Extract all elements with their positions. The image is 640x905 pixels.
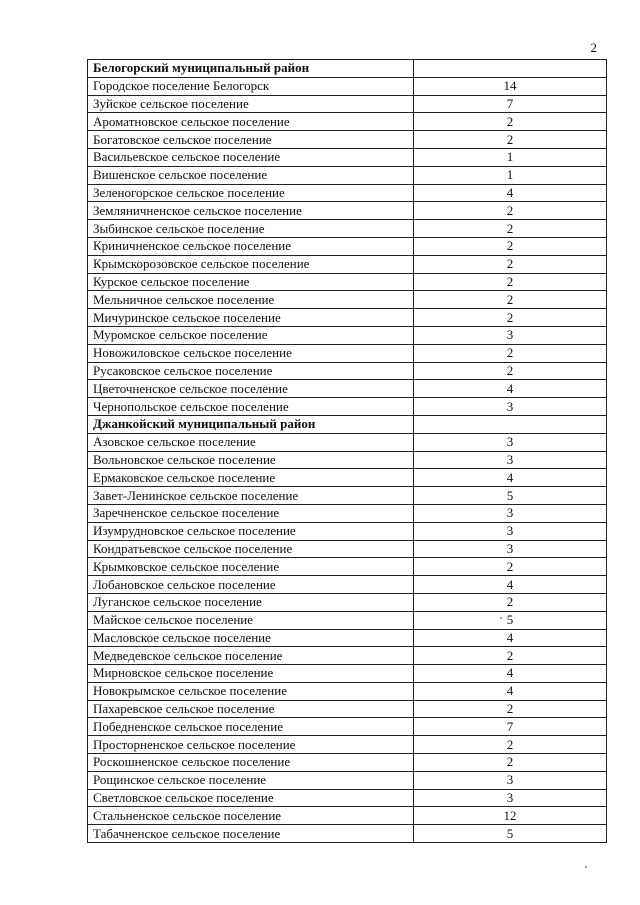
settlement-name: Масловское сельское поселение: [88, 629, 414, 647]
settlement-name: Луганское сельское поселение: [88, 593, 414, 611]
table-row: [88, 380, 607, 398]
table-row: [88, 77, 607, 95]
section-title: Джанкойский муниципальный район: [88, 415, 414, 433]
settlement-name: Городское поселение Белогорск: [88, 77, 414, 95]
section-count-cell: [414, 60, 607, 78]
table-row: [88, 754, 607, 772]
settlement-name: Заречненское сельское поселение: [88, 504, 414, 522]
settlement-name: Зыбинское сельское поселение: [88, 220, 414, 238]
settlement-count: 2: [414, 309, 607, 327]
settlement-name: Муромское сельское поселение: [88, 326, 414, 344]
settlement-count: 2: [414, 344, 607, 362]
settlement-count: 1: [414, 166, 607, 184]
settlement-name: Просторненское сельское поселение: [88, 736, 414, 754]
settlement-count: 2: [414, 202, 607, 220]
settlement-name: Васильевское сельское поселение: [88, 148, 414, 166]
settlement-count: 2: [414, 593, 607, 611]
table-row: [88, 540, 607, 558]
settlement-count: 2: [414, 273, 607, 291]
settlement-name: Азовское сельское поселение: [88, 433, 414, 451]
table-row: [88, 362, 607, 380]
settlement-count: 2: [414, 754, 607, 772]
table-row: [88, 807, 607, 825]
table-row: [88, 166, 607, 184]
settlement-name: Курское сельское поселение: [88, 273, 414, 291]
settlement-name: Мирновское сельское поселение: [88, 665, 414, 683]
table-row: [88, 202, 607, 220]
settlement-count: 1: [414, 148, 607, 166]
table-row: [88, 736, 607, 754]
settlement-count: 4: [414, 665, 607, 683]
settlement-count: 4: [414, 629, 607, 647]
settlement-name: Вишенское сельское поселение: [88, 166, 414, 184]
settlement-count: 2: [414, 647, 607, 665]
table-row: [88, 291, 607, 309]
scan-speck: [585, 866, 587, 868]
settlement-count: 7: [414, 95, 607, 113]
table-row: [88, 825, 607, 843]
table-row: [88, 131, 607, 149]
section-title: Белогорский муниципальный район: [88, 60, 414, 78]
table-row: [88, 469, 607, 487]
settlement-count: 2: [414, 700, 607, 718]
table-row: [88, 700, 607, 718]
settlement-name: Ермаковское сельское поселение: [88, 469, 414, 487]
settlement-name: Зуйское сельское поселение: [88, 95, 414, 113]
settlement-count: 3: [414, 433, 607, 451]
section-count-cell: [414, 415, 607, 433]
settlement-name: Мичуринское сельское поселение: [88, 309, 414, 327]
settlement-name: Русаковское сельское поселение: [88, 362, 414, 380]
settlement-count: 5: [414, 611, 607, 629]
settlement-name: Криничненское сельское поселение: [88, 237, 414, 255]
table-row: [88, 558, 607, 576]
settlement-name: Лобановское сельское поселение: [88, 576, 414, 594]
settlement-count: 3: [414, 540, 607, 558]
settlement-name: Ароматновское сельское поселение: [88, 113, 414, 131]
settlement-count: 2: [414, 131, 607, 149]
settlement-count: 5: [414, 487, 607, 505]
settlement-name: Победненское сельское поселение: [88, 718, 414, 736]
table-row: [88, 451, 607, 469]
table-row: [88, 433, 607, 451]
settlement-count: 3: [414, 326, 607, 344]
settlement-count: 3: [414, 771, 607, 789]
table-row: [88, 95, 607, 113]
settlement-name: Новокрымское сельское поселение: [88, 682, 414, 700]
table-row: [88, 326, 607, 344]
table-row: [88, 629, 607, 647]
table-row: [88, 593, 607, 611]
settlement-count: 2: [414, 255, 607, 273]
table-row: [88, 148, 607, 166]
table-row: [88, 344, 607, 362]
settlement-count: 14: [414, 77, 607, 95]
settlement-name: Зеленогорское сельское поселение: [88, 184, 414, 202]
settlement-count: 2: [414, 220, 607, 238]
table-row: [88, 255, 607, 273]
settlement-name: Пахаревское сельское поселение: [88, 700, 414, 718]
settlement-name: Медведевское сельское поселение: [88, 647, 414, 665]
settlement-name: Светловское сельское поселение: [88, 789, 414, 807]
section-header-row: [88, 60, 607, 78]
table-row: [88, 504, 607, 522]
settlement-count: 7: [414, 718, 607, 736]
settlement-name: Крымковское сельское поселение: [88, 558, 414, 576]
settlement-name: Чернопольское сельское поселение: [88, 398, 414, 416]
settlement-name: Цветочненское сельское поселение: [88, 380, 414, 398]
settlement-name: Изумрудновское сельское поселение: [88, 522, 414, 540]
settlement-count: 4: [414, 576, 607, 594]
table-row: [88, 789, 607, 807]
settlement-count: 3: [414, 504, 607, 522]
settlement-count: 4: [414, 469, 607, 487]
settlement-name: Завет-Ленинское сельское поселение: [88, 487, 414, 505]
settlement-name: Новожиловское сельское поселение: [88, 344, 414, 362]
settlement-count: 12: [414, 807, 607, 825]
settlement-count: 2: [414, 362, 607, 380]
settlement-name: Рощинское сельское поселение: [88, 771, 414, 789]
settlement-name: Табачненское сельское поселение: [88, 825, 414, 843]
settlement-count: 5: [414, 825, 607, 843]
table-row: [88, 273, 607, 291]
settlement-count: 4: [414, 682, 607, 700]
settlement-name: Роскошненское сельское поселение: [88, 754, 414, 772]
table-row: [88, 576, 607, 594]
table-row: [88, 220, 607, 238]
table-row: [88, 682, 607, 700]
table-row: [88, 184, 607, 202]
settlement-count: 2: [414, 113, 607, 131]
table-row: [88, 771, 607, 789]
settlement-name: Земляничненское сельское поселение: [88, 202, 414, 220]
settlement-name: Кондратьевское сельское поселение: [88, 540, 414, 558]
settlement-count: 3: [414, 522, 607, 540]
scan-speck: [500, 617, 502, 619]
table-row: [88, 487, 607, 505]
page-number: 2: [590, 40, 597, 55]
table-row: [88, 611, 607, 629]
settlement-count: 2: [414, 558, 607, 576]
settlement-count: 3: [414, 789, 607, 807]
settlement-name: Вольновское сельское поселение: [88, 451, 414, 469]
table-row: [88, 113, 607, 131]
settlement-count: 3: [414, 451, 607, 469]
settlement-count: 2: [414, 237, 607, 255]
table-row: [88, 665, 607, 683]
settlement-name: Майское сельское поселение: [88, 611, 414, 629]
table-row: [88, 522, 607, 540]
table-row: [88, 309, 607, 327]
table-row: [88, 718, 607, 736]
settlement-name: Стальненское сельское поселение: [88, 807, 414, 825]
settlement-name: Мельничное сельское поселение: [88, 291, 414, 309]
settlement-name: Крымскорозовское сельское поселение: [88, 255, 414, 273]
settlements-table: [87, 59, 607, 843]
settlement-count: 2: [414, 291, 607, 309]
settlement-count: 4: [414, 184, 607, 202]
table-row: [88, 237, 607, 255]
settlement-count: 3: [414, 398, 607, 416]
settlement-name: Богатовское сельское поселение: [88, 131, 414, 149]
settlements-table-body: [88, 60, 607, 843]
settlement-count: 2: [414, 736, 607, 754]
table-row: [88, 398, 607, 416]
section-header-row: [88, 415, 607, 433]
settlement-count: 4: [414, 380, 607, 398]
table-row: [88, 647, 607, 665]
